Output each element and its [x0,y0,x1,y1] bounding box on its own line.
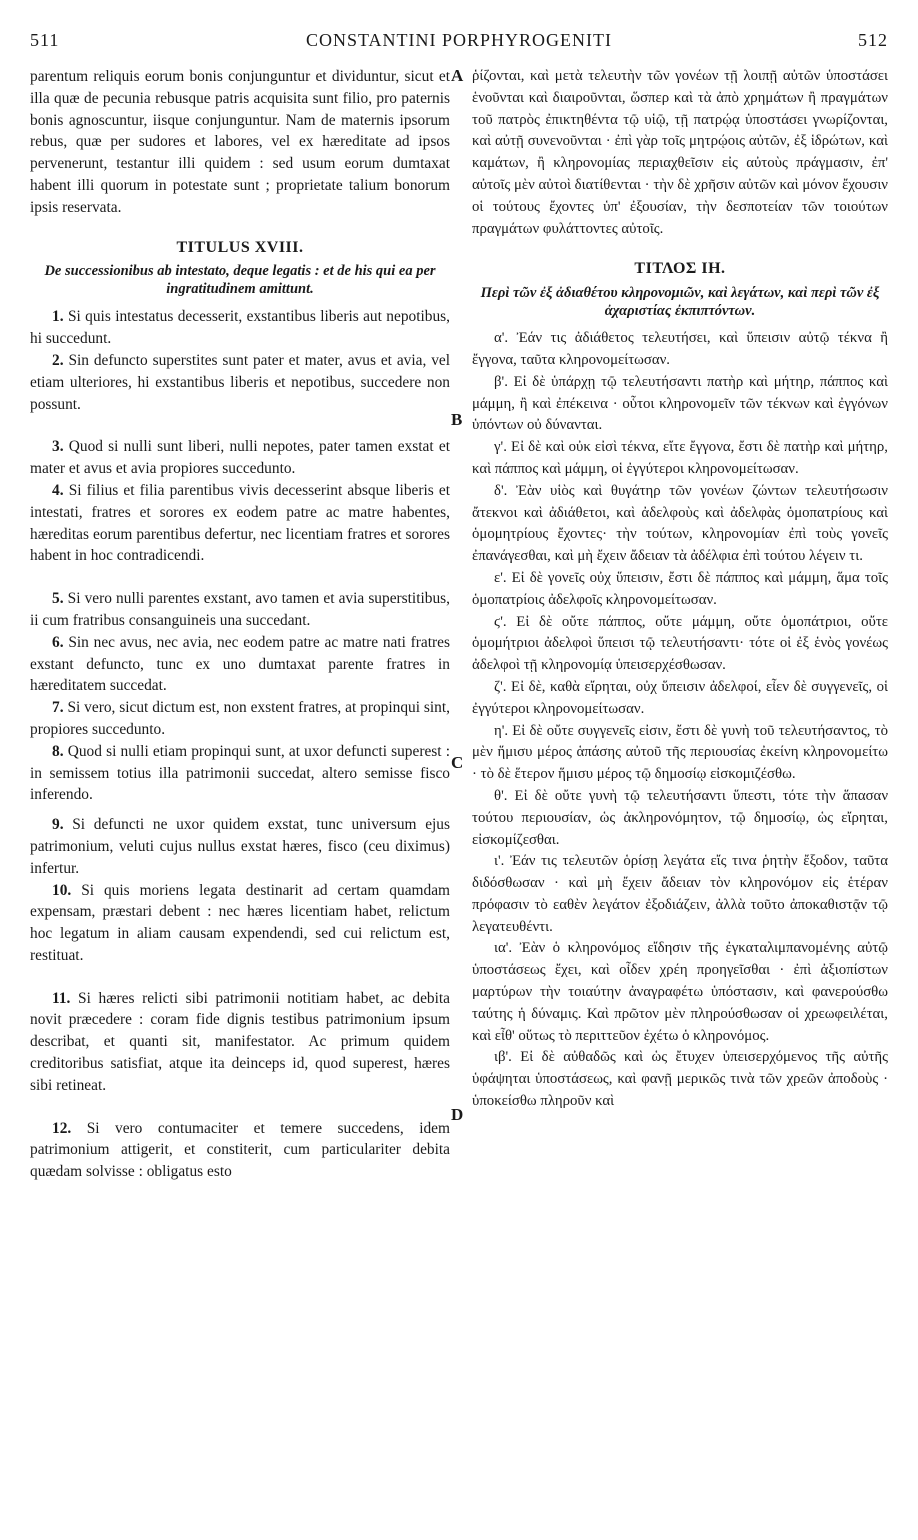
margin-letter-b: B [451,410,463,429]
greek-item-7: ζ'. Εἰ δὲ, καθὰ εἴρηται, οὐχ ὕπεισιν ἀδελφοί, εἶεν δὲ συγγενεῖς, οἱ ἐγγύτεροι κληρονομείτωσαν. [472,678,889,717]
latin-item-10: 10. Si quis moriens legata destinarit ad certam quamdam expensam, præstari debent : nec hæres licentiam habet, relictum hoc legatum in aliam causam expendendi, sed cui relictum est, restituat. [30,881,450,964]
page-number-right: 512 [858,30,888,50]
greek-item-6: ϛ'. Εἰ δὲ οὔτε πάππος, οὔτε μάμμη, οὔτε ὁμοπάτριοι, οὔτε ὁμομήτριοι ἀδελφοὶ ὕπεισι τῷ τελευτήσαντι· τότε οἱ ἐξ ἑνὸς γονέως ἀδελφοὶ τῇ κληρονομίᾳ ὑπεισερχέσθωσαν. [472,613,889,674]
latin-item-8: 8. Quod si nulli etiam propinqui sunt, at uxor defuncti superest : in semissem totius illa patrimonii succedat, altero semisse fisco inferendo. [30,742,450,804]
latin-item-1: 1. Si quis intestatus decesserit, exstantibus liberis aut nepotibus, hi succedunt. [30,308,450,348]
latin-item-4: 4. Si filius et filia parentibus vivis decesserint absque liberis et intestati, fratres et sorores ex eodem patre ac matre habentes, hæreditas eorum parentibus defertur, nec licentiam fratres et sorores habent in hoc contradicendi. [30,481,450,565]
greek-item-8: η'. Εἰ δὲ οὔτε συγγενεῖς εἰσιν, ἔστι δὲ γυνὴ τοῦ τελευτήσαντος, τὸ μὲν ἥμισυ μέρος ἁπάσης αὐτοῦ τῆς περιουσίας ἐκείνη κληρονομείτω · τὸ δὲ ἕτερον ἥμισυ μέρος τῷ δημοσίῳ εἰσκομιζέσθω. [472,722,888,783]
greek-column [472,66,888,1113]
latin-rubric: De successionibus ab intestato, deque legatis : et de his qui ea per ingratitudinem amittunt. [44,263,436,298]
latin-item-3: 3. Quod si nulli sunt liberi, nulli nepotes, pater tamen exstat et mater et avus et avia propiores succedunto. [30,438,450,478]
latin-item-2: 2. Sin defuncto superstites sunt pater et mater, avus et avia, vel etiam ulteriores, hi exstantibus liberis et nepotibus, succedere non possunt. [30,351,450,413]
greek-title: ΤΙΤΛΟΣ ΙΗ. [634,260,726,278]
page-number-left: 511 [30,30,60,50]
greek-intro: ῥίζονται, καὶ μετὰ τελευτὴν τῶν γονέων τῇ λοιπῇ αὐτῶν ὑποστάσει ἑνοῦνται καὶ διαιροῦνται, ὥσπερ καὶ τὰ ἀπὸ χρημάτων ἢ πραγμάτων τοῦ πατρὸς ἐπικτηθέντα τῷ υἱῷ, τῇ πατρῴᾳ ὑποστάσει γνωρίζονται, καὶ αὐτῇ συνενοῦνται · ἐπὶ γὰρ τοῖς μητρῴοις αὐτῶν, ἐξ ἱδρώτων, καὶ καμάτων, ἢ κληρονομίας περιαχθεῖσιν εἰς αὐτοὺς πράγμασιν, ἐπ' αὐτοῖς μὲν αὐτοὶ διατίθενται · τὴν δὲ χρῆσιν αὐτῶν καὶ μόνον ἔχουσιν οἱ τούτους ἔχοντες ὑπ' ἐξουσίαν, τὴν δεσποτείαν τῶν τοιούτων πραγμάτων φυλάττοντες αὐτοῖς. [472,68,888,237]
greek-item-5: ε'. Εἰ δὲ γονεῖς οὐχ ὕπεισιν, ἔστι δὲ πάππος καὶ μάμμη, ἅμα τοῖς ὁμοπατρίοις ἀδελφοῖς κληρονομείτωσαν. [472,569,888,608]
running-title: CONSTANTINI PORPHYROGENITI [305,30,613,50]
greek-item-11: ια'. Ἐὰν ὁ κληρονόμος εἴδησιν τῆς ἐγκαταλιμπανομένης αὐτῷ ὑποστάσεως ἔχει, καὶ οἶδεν χρέη προηγεῖσθαι · ἐπὶ ἀξιοπίστων μαρτύρων τὴν τοιαύτην ἀναγραφέτω ὑπόστασιν, καὶ φανερούσθω ταύτης ἡ δύναμις. Καὶ πρῶτον μὲν πληρούσθωσαν οἱ χρεωφειλέται, καὶ εἶθ' οὕτως τὸ περιττεῦον ἐχέτω ὁ κληρονόμος. [472,940,889,1044]
latin-item-11: 11. Si hæres relicti sibi patrimonii notitiam habet, ac debita novit præcedere : coram fide dignis testibus patrimonium ipsum describat, et quanti sit, manifestator. Ac primum quidem creditoribus satisfiat, atque ita deinceps id, quod superest, hæres sibi retineat. [30,989,450,1094]
page-header [30,30,888,60]
latin-item-7: 7. Si vero, sicut dictum est, non exstent fratres, at propinqui sint, propiores succedunto. [30,699,450,738]
margin-letter-d: D [451,1105,464,1124]
latin-item-5: 5. Si vero nulli parentes exstant, avo tamen et avia superstitibus, ii cum fratribus consanguineis una succedant. [30,590,450,629]
greek-item-9: θ'. Εἰ δὲ οὔτε γυνὴ τῷ τελευτήσαντι ὕπεστι, τότε τὴν ἅπασαν τούτου περιουσίαν, ὡς ἀκληρονόμητον, τῷ δημοσίῳ, ὡς εἴρηται, εἰσκομίζεσθαι. [472,787,889,848]
latin-column [30,66,450,1183]
greek-item-2: β'. Εἰ δὲ ὑπάρχῃ τῷ τελευτήσαντι πατὴρ καὶ μήτηρ, πάππος καὶ μάμμη, ἢ καὶ ἐπέκεινα · οὗτοι κληρονομεῖν τῶν τέκνων καὶ ἐγγόνων ὑπόντων οὐ δύνανται. [472,373,888,434]
margin-letter-c: C [451,753,464,772]
margin-letter-a: A [451,66,464,85]
latin-intro: parentum reliquis eorum bonis conjunguntur et dividuntur, sicut et illa quæ de pecunia rebusque patris acquisita sunt filio, pro paternis bonis agnoscuntur, iisque conjunguntur. Nam de maternis ipsorum rebus, quæ per sudores et labores, vel ex hæreditate ad ipsos pervenerunt, testantur illi quidem : sed usum eorum dumtaxat habent illi quorum in potestate sunt ; proprietate talium bonorum ipsis reservata. [30,68,450,216]
greek-item-1: α'. Ἐάν τις ἀδιάθετος τελευτήσει, καὶ ὕπεισιν αὐτῷ τέκνα ἢ ἔγγονα, ταῦτα κληρονομείτωσαν. [472,330,888,368]
greek-item-3: γ'. Εἰ δὲ καὶ οὐκ εἰσὶ τέκνα, εἴτε ἔγγονα, ἔστι δὲ πατὴρ καὶ μήτηρ, καὶ πάππος καὶ μάμμη, οἱ ἐγγύτεροι κληρονομείτωσαν. [472,439,889,477]
latin-item-12: 12. Si vero contumaciter et temere succedens, idem patrimonium attigerit, et constiterit, cum particulariter debita quædam solvisse : obligatus esto [30,1119,450,1181]
latin-item-6: 6. Sin nec avus, nec avia, nec eodem patre ac matre nati fratres exstant defuncto, tunc ex uno dumtaxat parente fratres in hæreditatem succedat. [30,633,450,695]
latin-title: TITULUS XVIII. [176,238,304,256]
greek-rubric: Περὶ τῶν ἐξ ἀδιαθέτου κληρονομιῶν, καὶ λεγάτων, καὶ περὶ τῶν ἐξ ἀχαριστίας ἐκπιπτόντων. [480,285,880,320]
greek-item-4: δ'. Ἐὰν υἱὸς καὶ θυγάτηρ τῶν γονέων ζώντων τελευτήσωσιν ἄτεκνοι καὶ ἀδιάθετοι, καὶ ἀδελφοὺς καὶ ἀδελφὰς ὁμοπατρίους καὶ ὁμομητρίους ἔχοντες· τὴν τούτων, κληρονομίαν ἐπὶ τοὺς γονεῖς ἐπανάγεσθαι, καὶ μὴ ἔχειν ἄδειαν τὰ ἀδέλφια ἐπὶ τούτου λέγειν τι. [472,482,888,565]
latin-item-9: 9. Si defuncti ne uxor quidem exstat, tunc universum ejus patrimonium, veluti cujus nullus exstat hæres, fisco (ceu diximus) infertur. [30,816,450,877]
greek-item-10: ι'. Ἐάν τις τελευτῶν ὁρίσῃ λεγάτα εἴς τινα ῥητὴν ἔξοδον, ταῦτα διδόσθωσαν · καὶ μὴ ἔχειν ἄδειαν τὸν κληρονόμον εἰς ἑτέραν πρόφασιν τὸ εαθὲν λεγάτον ἐξοδιάζειν, ἀλλὰ τοῦτο ἀποκαθιστᾷν τῷ λεγατευθέντι. [472,853,888,935]
greek-item-12: ιβ'. Εἰ δὲ αὐθαδῶς καὶ ὡς ἔτυχεν ὑπεισερχόμενος τῆς αὐτῆς ὑφάψηται ὑποστάσεως, καὶ φανῇ μερικῶς τινὰ τῶν χρεῶν ἀποδοὺς · ὑποκείσθω πληροῦν καὶ [472,1049,888,1110]
